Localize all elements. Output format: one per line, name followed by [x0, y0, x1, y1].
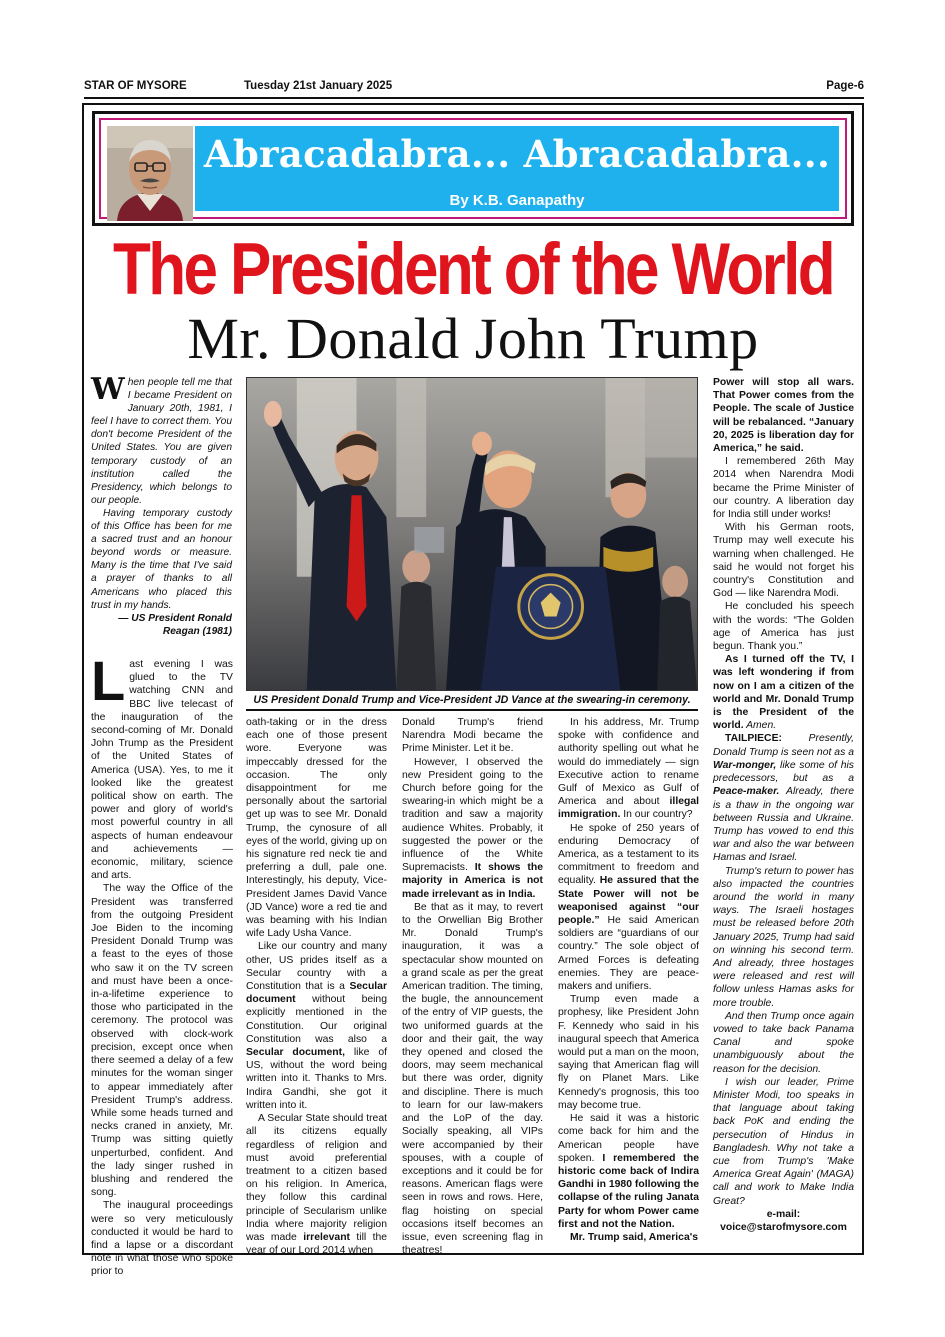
quote-dropcap: W	[91, 372, 125, 407]
c2-p2-text-e: like of US, without the word being written into it. Thanks to Mrs. Indira Gandhi, she got it written into it.	[246, 1047, 387, 1111]
article-dropcap: L	[91, 649, 126, 712]
c1-paragraph-2: The way the Office of the President was transferred from the outgoing President Joe Biden to the incoming President Donald Trump was a feast to the eyes of those who saw it on the TV screen and must have been a once-in-a-lifetime experience to those who participated in the ceremony. The protocol was observed with clock-work precision, except once when there seemed a delay of a few minutes for the woman singer to appear immediately after President Trump's address. While some heads turned and necks craned in anxiety, Mr. Trump was sitting quietly unperturbed, confident. And the lady singer rushed in blushing and rendered the song.	[91, 883, 233, 1199]
tailpiece-bold-d: Peace-maker.	[713, 786, 780, 798]
c5-paragraph-7: And then Trump once again vowed to take back Panama Canal and spoke unambiguously about the reason for the decision.	[713, 1010, 854, 1075]
c5-paragraph-3: With his German roots, Trump may well execute his warning when challenged. He said he would not forget his country's Constitution and God — like Narendra Modi.	[713, 522, 854, 600]
publication-name: STAR OF MYSORE	[84, 80, 187, 92]
tailpiece-text-c: like some of his predecessors, but as a	[713, 759, 854, 785]
quote-attribution-1: — US President Ronald	[118, 612, 232, 624]
c2-p3-text-c: till the year of our Lord 2014 when	[246, 1231, 388, 1257]
email-address: voice@starofmysore.com	[720, 1222, 847, 1233]
c2-paragraph-2	[246, 940, 387, 1112]
c2-p3-text-a: A Secular State should treat all its citizens equally regardless of religion and must avoid preferential treatment to a citizen based on his religion. In America, they follow this cardinal principle of Secularism unlike India where majority religion was made	[246, 1113, 387, 1243]
email-label: e-mail:	[766, 1208, 801, 1220]
c3-paragraph-3: Be that as it may, to revert to the Orwellian Big Brother Mr. Donald Trump's inauguration, it was a spectacular show mounted on a grand scale as per the great American tradition. The timing, the bugle, the announcement of the entry of VIP guests, the two uniformed guards at the door and their gait, the way they opened and closed the doors, may seem mechanical but there was order, dignity and discipline. There is much to learn for our law-makers and the LoP of the day. Socially speaking, all VIPs were accompanied by their spouses, with a couple of exceptions and it could be for reasons. American flags were seen in rows and rows. Here, flag hoisting on special occasions itself becomes an issue, even screening flag in theatres!	[402, 901, 543, 1257]
banner-title-panel	[195, 126, 839, 211]
inauguration-photo	[246, 377, 698, 691]
c4-paragraph-1	[558, 716, 699, 822]
article-column-1	[91, 649, 233, 1279]
c3-p2-text-a: However, I observed the new President going to the Church before going for the swearing-in which might be a tradition and saw a majority audience Whites. Probably, it suggested the power or the influence of the White Supremacists.	[402, 756, 543, 874]
c4-paragraph-3: Trump even made a prophesy, like President John F. Kennedy who said in his inaugural speech that America would put a man on the moon, saying that American flag will fly on Planet Mars. Like Kennedy's prognosis, this too may become true.	[558, 994, 699, 1111]
reagan-quote	[91, 372, 232, 638]
c2-p3-bold-b: irrelevant	[303, 1231, 351, 1243]
c3-paragraph-2	[402, 756, 543, 901]
c4-p4-text-a: He said it was a historic come back for him and the American people have spoken.	[558, 1113, 699, 1164]
tailpiece-text-a: Presently, Donald Trump is seen not as a	[713, 733, 854, 758]
tailpiece-text-e: Already, there is a thaw in the ongoing war between Russia and Ukraine. Trump has vowed to end this war and also the war between Hamas and Israel.	[713, 786, 854, 864]
c4-p2-bold-b: He assured that the State Power will not be weaponised against “our people.”	[558, 875, 699, 927]
photo-caption: US President Donald Trump and Vice-President JD Vance at the swearing-in ceremony.	[253, 694, 691, 706]
c2-p2-bold-d: Secular document,	[246, 1047, 345, 1059]
c2-p2-bold-b: Secular document	[246, 981, 387, 1006]
c2-p2-text-c: without being explicitly mentioned in the Constitution. Our original Constitution was also a	[246, 994, 387, 1045]
column-title: Abracadabra... Abracadabra...	[203, 132, 831, 176]
c4-p2-text-c: He said American soldiers are “guardians of our country.” The sole object of Armed Forces is defeating enemies. They are peace-makers and unifiers.	[558, 915, 699, 993]
author-portrait-image	[107, 126, 193, 221]
quote-text: hen people tell me that I became President on January 20th, 1981, I feel I have to correct them. You don't become President of the United States. You are given temporary custody of an institution called the Presidency, which belongs to our people.	[91, 377, 232, 506]
c4-p1-text-c: In our country?	[620, 809, 693, 821]
c1-paragraph-1: ast evening I was glued to the TV watching CNN and BBC live telecast of the inauguration of the second-coming of Mr. Donald John Trump as the President of the United States of America (USA). Yes, to me it looked like the greatest political show on earth. The power and glory of world's most powerful country in all aspects of human endeavour and achievements — economic, military, science and arts.	[91, 659, 233, 882]
c4-p4-bold-b: I remembered the historic come back of Indira Gandhi in 1980 following the collapse of the ruling Janata Party for whom Power came first and not the Nation.	[558, 1152, 699, 1230]
c5-paragraph-1: Power will stop all wars. That Power comes from the People. The scale of Justice will be rebalanced. “January 20, 2025 is liberation day for America,” he said.	[713, 377, 854, 455]
c5-p5-amen: Amen.	[743, 720, 777, 732]
c4-p1-text-a: In his address, Mr. Trump spoke with confidence and authority spelling out what he would do immediately — sign Executive action to rename Gulf of Mexico as Gulf of America and about	[558, 717, 699, 808]
c2-p2-text-a: Like our country and many other, US prides itself as a Secular country with a Constitution that is a	[246, 941, 387, 993]
article-column-3	[402, 716, 543, 1257]
c3-paragraph-1: Donald Trump's friend Narendra Modi became the Prime Minister. Let it be.	[402, 717, 543, 755]
masthead-rule	[84, 97, 864, 99]
c5-paragraph-2: I remembered 26th May 2014 when Narendra Modi became the Prime Minister of our country. A liberation day for India still under works!	[713, 456, 854, 521]
c2-paragraph-3	[246, 1112, 387, 1257]
c5-paragraph-4: He concluded his speech with the words: “The Golden age of America has just begun. Thank you.”	[713, 601, 854, 653]
article-column-4	[558, 716, 699, 1244]
c4-paragraph-4	[558, 1112, 699, 1231]
c2-paragraph-1: oath-taking or in the dress each one of those present wore. Everyone was impeccably dressed for the occasion. The only disappointment for me personally about the sartorial get up was to see Mr. Donald Trump, the cynosure of all eyes of the world, giving up on his signature red neck tie and preferring a dull, pale one. Interestingly, his deputy, Vice-President James David Vance (JD Vance) wore a red tie and was beaming with his Indian wife Lady Usha Vance.	[246, 717, 387, 940]
article-column-2	[246, 716, 387, 1257]
c1-paragraph-3: The inaugural proceedings were so very meticulously conducted it would be hard to find a lapse or a discordant note in what those who spoke prior to	[91, 1200, 233, 1278]
c3-p2-bold-b: It shows the majority in America is not made irrelevant as in India.	[402, 862, 543, 900]
c5-tailpiece	[713, 732, 854, 864]
inauguration-photo-image	[247, 378, 697, 690]
c5-paragraph-6: Trump's return to power has also impacted the countries around the world in many ways. The Israeli hostages must be released before 20th January 2025, Trump had said on winning his second term. And already, three hostages were released and rest will follow unless Hamas asks for more trouble.	[713, 865, 854, 1009]
tailpiece-label: TAILPIECE:	[725, 733, 782, 745]
c4-p1-bold-b: illegal immigration.	[558, 796, 699, 821]
article-subheadline: Mr. Donald John Trump	[187, 306, 759, 371]
c4-paragraph-5: Mr. Trump said, America's	[570, 1231, 698, 1243]
c4-p2-text-a: He spoke of 250 years of enduring Democracy of America, as a testament to its commitment to freedom and equality.	[558, 822, 699, 887]
column-banner	[92, 111, 854, 226]
c5-p5-bold-a: As I turned off the TV, I was left wondering if from now on I am a citizen of the world and Mr. Donald Trump is the President of the world.	[713, 654, 854, 732]
c5-paragraph-8: I wish our leader, Prime Minister Modi, too speaks in that language about taking back PoK and ending the persecution of Hindus in Bangladesh. Why not take a cue from Trump's 'Make America Great Again' (MAGA) call and work to Make India Great?	[713, 1076, 854, 1207]
article-headline: The President of the World	[112, 229, 834, 311]
c4-paragraph-2	[558, 822, 699, 994]
c5-paragraph-5	[713, 653, 854, 732]
banner-inner-border	[99, 118, 847, 219]
quote-attribution-2: Reagan (1981)	[162, 625, 232, 637]
masthead-bar	[84, 80, 864, 98]
author-portrait	[107, 126, 193, 221]
tailpiece-bold-b: War-monger,	[713, 759, 777, 771]
issue-date: Tuesday 21st January 2025	[244, 80, 393, 92]
author-byline: By K.B. Ganapathy	[449, 192, 585, 209]
quote-text-2: Having temporary custody of this Office has been for me a sacred trust and an honour beyond words or measure. Many is the time that I've said a prayer of thanks to all Americans who placed this trust in my hands.	[91, 507, 232, 611]
article-column-5	[713, 376, 854, 1234]
caption-rule	[246, 709, 698, 711]
page-number: Page-6	[826, 80, 864, 92]
